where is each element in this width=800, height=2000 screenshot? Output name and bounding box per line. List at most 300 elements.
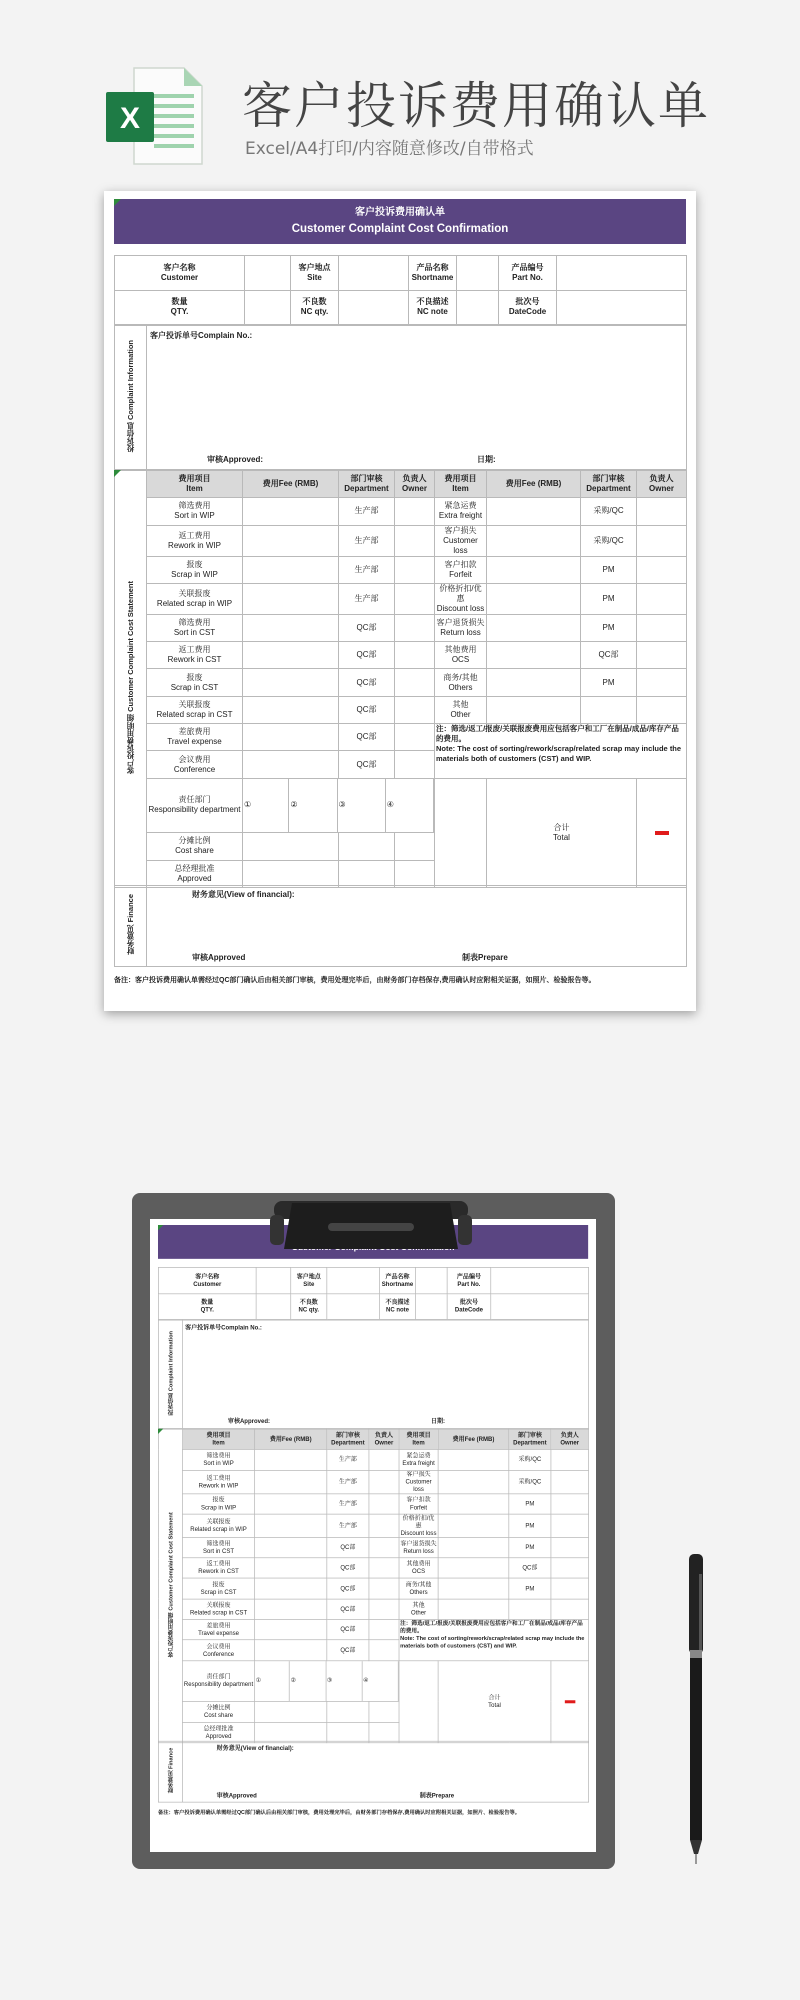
cost-col-header-text: 负责人 Owner [402, 474, 427, 494]
shortname-label-cn: 产品名称 [385, 1272, 410, 1280]
cost-dept-cell [509, 1470, 551, 1493]
cost-item-cell [399, 1494, 438, 1515]
cost-owner-field[interactable] [369, 1494, 399, 1515]
qty-field[interactable] [245, 290, 291, 325]
cost-dept: 生产部 [338, 1456, 357, 1463]
cost-fee-field[interactable] [243, 556, 339, 583]
shortname-field[interactable] [416, 1267, 448, 1293]
cost-fee-field[interactable] [243, 669, 339, 696]
cost-fee-field[interactable] [243, 696, 339, 723]
partno-field[interactable] [491, 1267, 589, 1293]
site-field[interactable] [327, 1267, 380, 1293]
cost-dept: PM [602, 677, 615, 687]
responsibility-mark[interactable] [326, 1661, 362, 1701]
cost-item-cell [147, 498, 243, 525]
total-value-cell[interactable] [637, 778, 687, 887]
ncnote-label-cn: 不良描述 [385, 1298, 410, 1306]
responsibility-label: 责任部门 Responsibility department [148, 795, 241, 815]
responsibility-mark[interactable] [289, 779, 337, 833]
approved-label: 总经理批准 Approved [203, 1724, 234, 1740]
cost-dept: QC部 [356, 650, 377, 660]
cost-item-cell [399, 1558, 438, 1579]
cost-fee-field[interactable] [243, 642, 339, 669]
cost-row [115, 614, 687, 641]
responsibility-mark[interactable] [337, 779, 385, 833]
cost-item: 其他 Other [411, 1601, 427, 1616]
ncnote-label [379, 1293, 415, 1319]
ncnote-label [409, 290, 457, 325]
qty-label [158, 1293, 256, 1319]
finance-view-label: 财务意见(View of financial): [216, 1744, 294, 1752]
complaint-side-label: 投诉信息 Complaint Information [166, 1330, 174, 1416]
costshare-field[interactable] [369, 1702, 399, 1723]
shortname-label [409, 256, 457, 291]
cost-row [158, 1450, 588, 1471]
cost-dept-cell [327, 1494, 369, 1515]
cost-col-header-text: 费用项目 Item [178, 474, 211, 494]
cost-dept: 生产部 [354, 593, 379, 603]
costshare-field[interactable] [395, 833, 435, 860]
cost-owner-field[interactable] [395, 556, 435, 583]
cost-note-cn: 注：筛选/返工/报废/关联报废费用应包括客户和工厂在制品/成品/库存产品的费用。 [400, 1619, 583, 1635]
cost-col-header-text: 费用项目 Item [406, 1431, 431, 1447]
cost-item-cell [147, 724, 243, 751]
cost-item-cell [147, 525, 243, 556]
cost-item: 报废 Scrap in WIP [171, 559, 218, 579]
costshare-label: 分摊比例 Cost share [203, 1704, 234, 1719]
cost-fee-field[interactable] [487, 696, 581, 723]
cost-row [115, 498, 687, 525]
cost-fee-field[interactable] [487, 583, 581, 614]
approved-field[interactable] [339, 860, 395, 887]
cost-dept-cell [509, 1450, 551, 1471]
cost-owner-field[interactable] [551, 1599, 589, 1620]
cost-item-cell [147, 696, 243, 723]
cost-dept-cell [327, 1599, 369, 1620]
cost-item-cell [435, 669, 487, 696]
cost-owner-field[interactable] [395, 724, 435, 751]
approved-label: 总经理批准 Approved [174, 863, 215, 883]
datecode-field[interactable] [557, 290, 687, 325]
cost-item: 报废 Scrap in WIP [200, 1496, 237, 1511]
cost-fee-field[interactable] [438, 1599, 509, 1620]
cost-fee-field[interactable] [243, 751, 339, 778]
approved-label-cell [182, 1722, 254, 1743]
cost-owner-field[interactable] [369, 1450, 399, 1471]
cost-side-cell [115, 471, 147, 888]
cost-fee-field[interactable] [243, 583, 339, 614]
shortname-field[interactable] [457, 256, 499, 291]
cost-owner-field[interactable] [551, 1578, 589, 1599]
info-row [158, 1267, 588, 1293]
cost-row [158, 1599, 588, 1620]
cost-fee-field[interactable] [438, 1494, 509, 1515]
cost-row [158, 1578, 588, 1599]
approved-field[interactable] [395, 860, 435, 887]
cost-item-cell [182, 1494, 254, 1515]
responsibility-mark[interactable] [362, 1661, 398, 1701]
cost-owner-field[interactable] [369, 1578, 399, 1599]
approved-field[interactable] [369, 1722, 399, 1743]
cost-row [115, 556, 687, 583]
cost-dept-cell [581, 614, 637, 641]
cost-owner-field[interactable] [369, 1514, 399, 1537]
cost-owner-field[interactable] [395, 583, 435, 614]
cost-fee-field[interactable] [243, 498, 339, 525]
cost-fee-field[interactable] [255, 1537, 327, 1558]
cost-owner-field[interactable] [395, 498, 435, 525]
complaint-number-label: 客户投诉单号Complain No.: [150, 331, 253, 340]
cost-item-cell [147, 583, 243, 614]
cost-owner-field[interactable] [395, 751, 435, 778]
cost-item: 报废 Scrap in CST [170, 672, 219, 692]
cost-owner-field[interactable] [551, 1558, 589, 1579]
cost-item-cell [435, 498, 487, 525]
qty-label-cn: 数量 [201, 1298, 214, 1306]
cost-owner-field[interactable] [369, 1619, 399, 1640]
cost-col-header [395, 471, 435, 498]
cost-item-cell [399, 1514, 438, 1537]
finance-body[interactable] [147, 886, 687, 967]
cell-marker-icon [158, 1429, 163, 1434]
qty-field[interactable] [256, 1293, 291, 1319]
cost-dept: 采购/QC [518, 1456, 542, 1463]
datecode-label [447, 1293, 491, 1319]
site-label [291, 1267, 327, 1293]
shortname-label-cn: 产品名称 [416, 262, 449, 272]
cost-owner-field[interactable] [637, 498, 687, 525]
cost-col-header-text: 费用项目 Item [206, 1431, 231, 1447]
cost-note-en: Note: The cost of sorting/rework/scrap/related scrap may include the materials both of customers (CST) and WIP. [436, 744, 682, 764]
cost-owner-field[interactable] [369, 1558, 399, 1579]
cost-item-cell [399, 1599, 438, 1620]
ncnote-field[interactable] [457, 290, 499, 325]
cost-col-header [243, 471, 339, 498]
cost-fee-field[interactable] [255, 1558, 327, 1579]
costshare-field[interactable] [339, 833, 395, 860]
cost-dept-cell [581, 498, 637, 525]
cost-col-header-text: 部门审核 Department [344, 474, 389, 494]
cost-dept-cell [339, 583, 395, 614]
cost-col-header [581, 471, 637, 498]
cost-col-header [182, 1429, 254, 1450]
cost-col-header [509, 1429, 551, 1450]
cost-dept-cell [339, 696, 395, 723]
cost-dept-cell [339, 614, 395, 641]
cost-item: 筛选费用 Sort in CST [202, 1540, 235, 1555]
cost-fee-field[interactable] [255, 1514, 327, 1537]
approved-label-cell [147, 860, 243, 887]
complaint-body[interactable] [182, 1320, 588, 1428]
ncqty-field[interactable] [339, 290, 409, 325]
cost-item-cell [182, 1537, 254, 1558]
datecode-label-cn: 批次号 [515, 297, 540, 307]
cost-fee-field[interactable] [487, 556, 581, 583]
form-title-cn: 客户投诉费用确认单 [355, 207, 445, 218]
cost-side-cell [158, 1429, 182, 1742]
cost-dept-cell [509, 1558, 551, 1579]
cost-owner-field[interactable] [395, 696, 435, 723]
site-field[interactable] [339, 256, 409, 291]
cost-owner-field[interactable] [369, 1470, 399, 1493]
cost-side-label: 客户投诉费用明细 Customer Complaint Cost Statement [166, 1512, 174, 1658]
cost-item-cell [147, 669, 243, 696]
complaint-sign-label: 日期: [477, 455, 496, 464]
responsibility-label: 责任部门 Responsibility department [183, 1673, 254, 1688]
cost-col-header-text: 费用Fee (RMB) [452, 1435, 495, 1443]
cost-fee-field[interactable] [255, 1619, 327, 1640]
total-label: 合计 Total [553, 822, 570, 842]
responsibility-mark[interactable] [385, 779, 433, 833]
cost-dept: 生产部 [354, 506, 379, 516]
cost-fee-field[interactable] [438, 1558, 509, 1579]
info-table [158, 1267, 589, 1320]
cost-owner-field[interactable] [637, 669, 687, 696]
ncqty-label [291, 290, 339, 325]
cost-item: 商务/其他 Others [443, 672, 478, 692]
cost-owner-field[interactable] [637, 642, 687, 669]
cost-item-cell [435, 556, 487, 583]
cost-row [158, 1514, 588, 1537]
total-value-cell[interactable] [551, 1661, 589, 1743]
cost-col-header [435, 471, 487, 498]
cost-owner-field[interactable] [551, 1537, 589, 1558]
cost-owner-field[interactable] [637, 614, 687, 641]
costshare-field[interactable] [255, 1702, 327, 1723]
cost-item: 差旅费用 Travel expense [198, 1622, 239, 1637]
cost-owner-field[interactable] [637, 696, 687, 723]
responsibility-mark[interactable] [289, 1661, 325, 1701]
site-label-cn: 客户地点 [296, 1272, 321, 1280]
cost-dept-cell [509, 1494, 551, 1515]
cost-item: 筛选费用 Sort in WIP [174, 501, 215, 521]
cost-fee-field[interactable] [255, 1578, 327, 1599]
cost-col-header [147, 471, 243, 498]
cost-owner-field[interactable] [369, 1537, 399, 1558]
approved-field[interactable] [243, 860, 339, 887]
responsibility-mark[interactable] [255, 1661, 289, 1701]
cost-fee-field[interactable] [487, 525, 581, 556]
cost-dept: QC部 [340, 1584, 356, 1592]
cost-dept: QC部 [522, 1564, 538, 1572]
cost-dept: PM [525, 1584, 535, 1592]
cost-fee-field[interactable] [243, 724, 339, 751]
cost-item: 紧急运费 Extra freight [402, 1452, 435, 1467]
cost-statement-table [158, 1429, 589, 1743]
complaint-info-table [158, 1320, 589, 1429]
cost-note-cell [435, 724, 687, 779]
cost-col-header-text: 部门审核 Department [331, 1431, 365, 1447]
responsibility-label-cell [182, 1661, 254, 1702]
cost-dept: PM [525, 1543, 535, 1551]
responsibility-label-cell [147, 778, 243, 833]
cost-item-cell [435, 525, 487, 556]
cost-fee-field[interactable] [243, 614, 339, 641]
cost-dept-cell [581, 669, 637, 696]
ncnote-field[interactable] [416, 1293, 448, 1319]
partno-label-cn: 产品编号 [511, 262, 544, 272]
costshare-label-cell [182, 1702, 254, 1723]
cost-dept-cell [339, 724, 395, 751]
cost-item: 关联报废 Related scrap in CST [156, 699, 233, 719]
cost-owner-field[interactable] [395, 525, 435, 556]
cost-item: 返工费用 Rework in WIP [198, 1474, 239, 1489]
cost-item: 客户退货损失 Return loss [436, 618, 485, 638]
cost-fee-field[interactable] [243, 525, 339, 556]
cost-row [115, 696, 687, 723]
finance-body[interactable] [182, 1741, 588, 1802]
site-label-cn: 客户地点 [298, 262, 331, 272]
cost-row [158, 1537, 588, 1558]
form-banner [114, 199, 686, 244]
finance-prepare-label: 制表Prepare [462, 953, 508, 962]
ncqty-field[interactable] [327, 1293, 380, 1319]
costshare-field[interactable] [327, 1702, 369, 1723]
complaint-approved-label: 审核Approved: [227, 1417, 271, 1425]
cost-item-cell [435, 642, 487, 669]
cost-item-cell [399, 1470, 438, 1493]
cost-col-header [399, 1429, 438, 1450]
cost-fee-field[interactable] [438, 1470, 509, 1493]
complaint-info-table [114, 325, 687, 470]
customer-label-cn: 客户名称 [195, 1272, 220, 1280]
cost-item-cell [182, 1619, 254, 1640]
cost-item: 筛选费用 Sort in CST [173, 618, 216, 638]
cost-dept: QC部 [356, 732, 377, 742]
cost-fee-field[interactable] [438, 1514, 509, 1537]
cost-fee-field[interactable] [487, 669, 581, 696]
site-label [291, 256, 339, 291]
cost-col-header-text: 费用项目 Item [444, 474, 477, 494]
cost-fee-field[interactable] [487, 498, 581, 525]
costshare-field[interactable] [243, 833, 339, 860]
complaint-cost-form [114, 199, 686, 987]
cost-item-cell [182, 1599, 254, 1620]
complaint-body[interactable] [147, 326, 687, 470]
form-title-en: Customer Complaint Cost Confirmation [291, 223, 509, 235]
cost-item-cell [399, 1450, 438, 1471]
cost-fee-field[interactable] [438, 1537, 509, 1558]
cost-owner-field[interactable] [637, 525, 687, 556]
approved-field[interactable] [255, 1722, 327, 1743]
site-label-en: Site [307, 272, 322, 282]
cost-owner-field[interactable] [637, 583, 687, 614]
cost-owner-field[interactable] [395, 669, 435, 696]
cost-item: 客户损失 Customer loss [443, 525, 478, 555]
customer-field[interactable] [245, 256, 291, 291]
cost-item-cell [182, 1514, 254, 1537]
cost-col-header [339, 471, 395, 498]
complaint-side-label: 投诉信息 Complaint Information [125, 339, 135, 453]
pen-icon [686, 1554, 706, 1864]
costshare-label-cell [147, 833, 243, 860]
cost-item: 差旅费用 Travel expense [167, 727, 222, 747]
cost-header-row [115, 471, 687, 498]
finance-side-cell [158, 1741, 182, 1802]
cost-col-header-text: 部门审核 Department [586, 474, 631, 494]
cost-fee-field[interactable] [487, 642, 581, 669]
cost-owner-field[interactable] [369, 1640, 399, 1661]
customer-field[interactable] [256, 1267, 291, 1293]
cost-row [115, 669, 687, 696]
customer-label [115, 256, 245, 291]
qty-label-cn: 数量 [171, 297, 188, 307]
responsibility-marks [255, 1661, 399, 1702]
cost-dept: 采购/QC [593, 506, 624, 516]
finance-table [114, 885, 687, 967]
cost-owner-field[interactable] [395, 642, 435, 669]
cost-fee-field[interactable] [255, 1494, 327, 1515]
cost-fee-field[interactable] [438, 1578, 509, 1599]
customer-label-en: Customer [160, 272, 199, 282]
cost-dept-cell [327, 1578, 369, 1599]
cost-fee-field[interactable] [438, 1450, 509, 1471]
cost-item-cell [399, 1537, 438, 1558]
cell-marker-icon [114, 470, 121, 477]
cost-owner-field[interactable] [369, 1599, 399, 1620]
cost-row [115, 583, 687, 614]
cost-dept: 生产部 [338, 1521, 357, 1529]
cost-col-header-text: 负责人 Owner [649, 474, 674, 494]
complaint-number-label: 客户投诉单号Complain No.: [185, 1324, 262, 1332]
partno-field[interactable] [557, 256, 687, 291]
cost-item-cell [182, 1578, 254, 1599]
cost-dept: 生产部 [354, 535, 379, 545]
cost-fee-field[interactable] [255, 1450, 327, 1471]
datecode-field[interactable] [491, 1293, 589, 1319]
excel-letter: X [119, 102, 141, 135]
cost-side-label: 客户投诉费用明细 Customer Complaint Cost Statement [125, 580, 135, 774]
responsibility-mark[interactable] [243, 779, 289, 833]
cost-item-cell [147, 614, 243, 641]
cost-fee-field[interactable] [255, 1640, 327, 1661]
cost-owner-field[interactable] [551, 1494, 589, 1515]
cost-fee-field[interactable] [255, 1599, 327, 1620]
cost-fee-field[interactable] [255, 1470, 327, 1493]
responsibility-mark-text: ① [255, 1677, 262, 1685]
cost-owner-field[interactable] [395, 614, 435, 641]
responsibility-mark-text: ③ [338, 800, 346, 810]
finance-side-label: 财务意见 Finance [125, 894, 135, 955]
cost-owner-field[interactable] [637, 556, 687, 583]
ncqty-label-en: NC qty. [298, 1306, 320, 1314]
cost-item: 紧急运费 Extra freight [438, 501, 483, 521]
cost-dept-cell [339, 525, 395, 556]
cost-owner-field[interactable] [551, 1514, 589, 1537]
cost-dept: PM [525, 1500, 535, 1507]
cost-dept-cell [581, 583, 637, 614]
cost-dept: QC部 [340, 1646, 356, 1654]
finance-view-label: 财务意见(View of financial): [192, 890, 295, 899]
cost-fee-field[interactable] [487, 614, 581, 641]
approved-field[interactable] [327, 1722, 369, 1743]
finance-prepare-label: 制表Prepare [419, 1792, 455, 1799]
cost-col-header [255, 1429, 327, 1450]
cost-dept: PM [602, 564, 615, 574]
partno-label [447, 1267, 491, 1293]
cost-col-header-text: 费用Fee (RMB) [269, 1435, 312, 1443]
cost-owner-field[interactable] [551, 1450, 589, 1471]
cost-item-cell [435, 696, 487, 723]
clipboard-form-copy [158, 1225, 588, 1818]
partno-label [499, 256, 557, 291]
cost-item: 价格折扣/优惠 Discount loss [436, 583, 485, 613]
datecode-label-en: DateCode [508, 307, 547, 317]
cost-dept-cell [581, 525, 637, 556]
cost-owner-field[interactable] [551, 1470, 589, 1493]
excel-file-icon [104, 66, 204, 166]
finance-approved-label: 审核Approved [216, 1792, 257, 1799]
